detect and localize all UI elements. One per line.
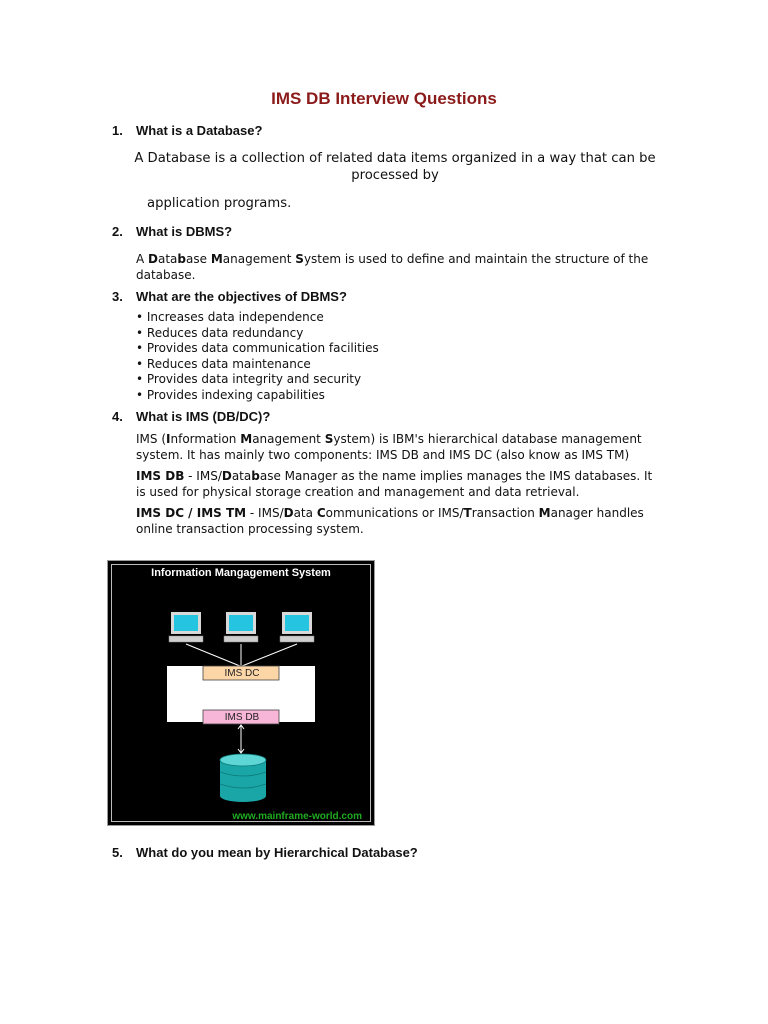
q4-p2-line1: [136, 469, 696, 485]
text-run: ata: [293, 506, 317, 520]
text-run: A: [136, 252, 149, 266]
terminal-icon: [280, 612, 314, 642]
diagram-svg: [107, 560, 375, 826]
question-4: [112, 409, 270, 424]
text-run: ase Manager as the name implies manages the IMS databases. It: [259, 469, 653, 483]
ims-dc-label: IMS DC: [224, 668, 260, 679]
text-run: ransaction: [471, 506, 539, 520]
diagram-title: Information Mangagement System: [151, 567, 331, 579]
question-number: 2.: [112, 224, 123, 239]
q4-p2-line2: is used for physical storage creation and management and data retrieval.: [136, 484, 580, 499]
list-item: • Provides data communication facilities: [136, 341, 379, 355]
text-run: IMS (: [136, 432, 167, 446]
text-run: ystem) is IBM's hierarchical database management: [333, 432, 642, 446]
q4-p3-line2: online transaction processing system.: [136, 521, 364, 536]
bold-letter: b: [177, 252, 187, 266]
page-title: IMS DB Interview Questions: [271, 89, 497, 108]
text-run: ata: [158, 252, 178, 266]
list-item: • Reduces data redundancy: [136, 325, 304, 340]
q2-answer-line2: database.: [136, 267, 196, 282]
question-3: [112, 289, 347, 304]
bold-letter: M: [240, 432, 253, 446]
list-item: • Provides indexing capabilities: [136, 387, 325, 402]
question-1: [112, 123, 262, 138]
bold-letter: S: [324, 432, 334, 446]
question-2: [112, 224, 232, 239]
bold-letter: D: [148, 252, 158, 266]
list-item: • Increases data independence: [136, 310, 324, 324]
q4-p1-line1: [136, 432, 696, 448]
q1-answer-line3: application programs.: [147, 196, 292, 211]
text-run: ystem is used to define and maintain the structure of the: [303, 252, 649, 266]
ims-diagram: [107, 560, 375, 826]
text-run: anagement: [222, 252, 296, 266]
question-number: 3.: [112, 289, 123, 304]
text-run: nformation: [170, 432, 241, 446]
q1-answer-line1: A Database is a collection of related data items organized in a way that can be: [134, 151, 656, 166]
bold-letter: S: [295, 252, 304, 266]
bold-letter: b: [251, 469, 260, 483]
q2-answer: [136, 252, 696, 283]
bold-letter: I: [166, 432, 171, 446]
terminal-icon: [169, 612, 203, 642]
bold-term: IMS DB: [136, 469, 185, 483]
list-item: • Provides data integrity and security: [136, 372, 362, 386]
bold-letter: T: [463, 506, 472, 520]
connection-arrows: [186, 644, 297, 666]
text-run: - IMS/: [184, 469, 222, 483]
question-text: What is DBMS?: [136, 224, 233, 239]
text-run: - IMS/: [246, 506, 284, 520]
bold-letter: D: [283, 506, 294, 520]
q4-p1-line2: system. It has mainly two components: IMS DB and IMS DC (also know as IMS TM): [136, 447, 630, 462]
question-number: 5.: [112, 845, 123, 860]
text-run: anagement: [252, 432, 325, 446]
q4-paragraph-2: [136, 469, 696, 500]
terminal-icon: [224, 612, 258, 642]
bold-term: IMS DC / IMS TM: [136, 506, 247, 520]
text-run: ata: [231, 469, 252, 483]
text-run: anager handles: [550, 506, 644, 520]
question-text: What is a Database?: [136, 123, 263, 138]
database-icon: [220, 754, 266, 802]
bold-letter: D: [221, 469, 232, 483]
question-number: 4.: [112, 409, 123, 424]
db-arrow: [238, 725, 244, 753]
q1-answer-line2: processed by: [351, 168, 439, 183]
question-text: What is IMS (DB/DC)?: [136, 409, 271, 424]
q2-answer-line1: [136, 252, 696, 268]
text-run: ase: [186, 252, 211, 266]
ims-db-label: IMS DB: [224, 712, 260, 723]
q4-paragraph-3: [136, 506, 696, 537]
diagram-credit: www.mainframe-world.com: [232, 811, 362, 822]
question-text: What do you mean by Hierarchical Database?: [136, 845, 418, 860]
q4-p3-line1: [136, 506, 696, 522]
bold-letter: M: [210, 252, 223, 266]
q1-answer: [100, 150, 690, 184]
bold-letter: M: [538, 506, 551, 520]
question-text: What are the objectives of DBMS?: [136, 289, 347, 304]
question-number: 1.: [112, 123, 123, 138]
q3-bullet-list: [136, 310, 379, 403]
question-5: [112, 845, 418, 860]
q4-paragraph-1: [136, 432, 696, 463]
text-run: ommunications or IMS/: [325, 506, 464, 520]
bold-letter: C: [316, 506, 326, 520]
list-item: • Reduces data maintenance: [136, 356, 311, 371]
